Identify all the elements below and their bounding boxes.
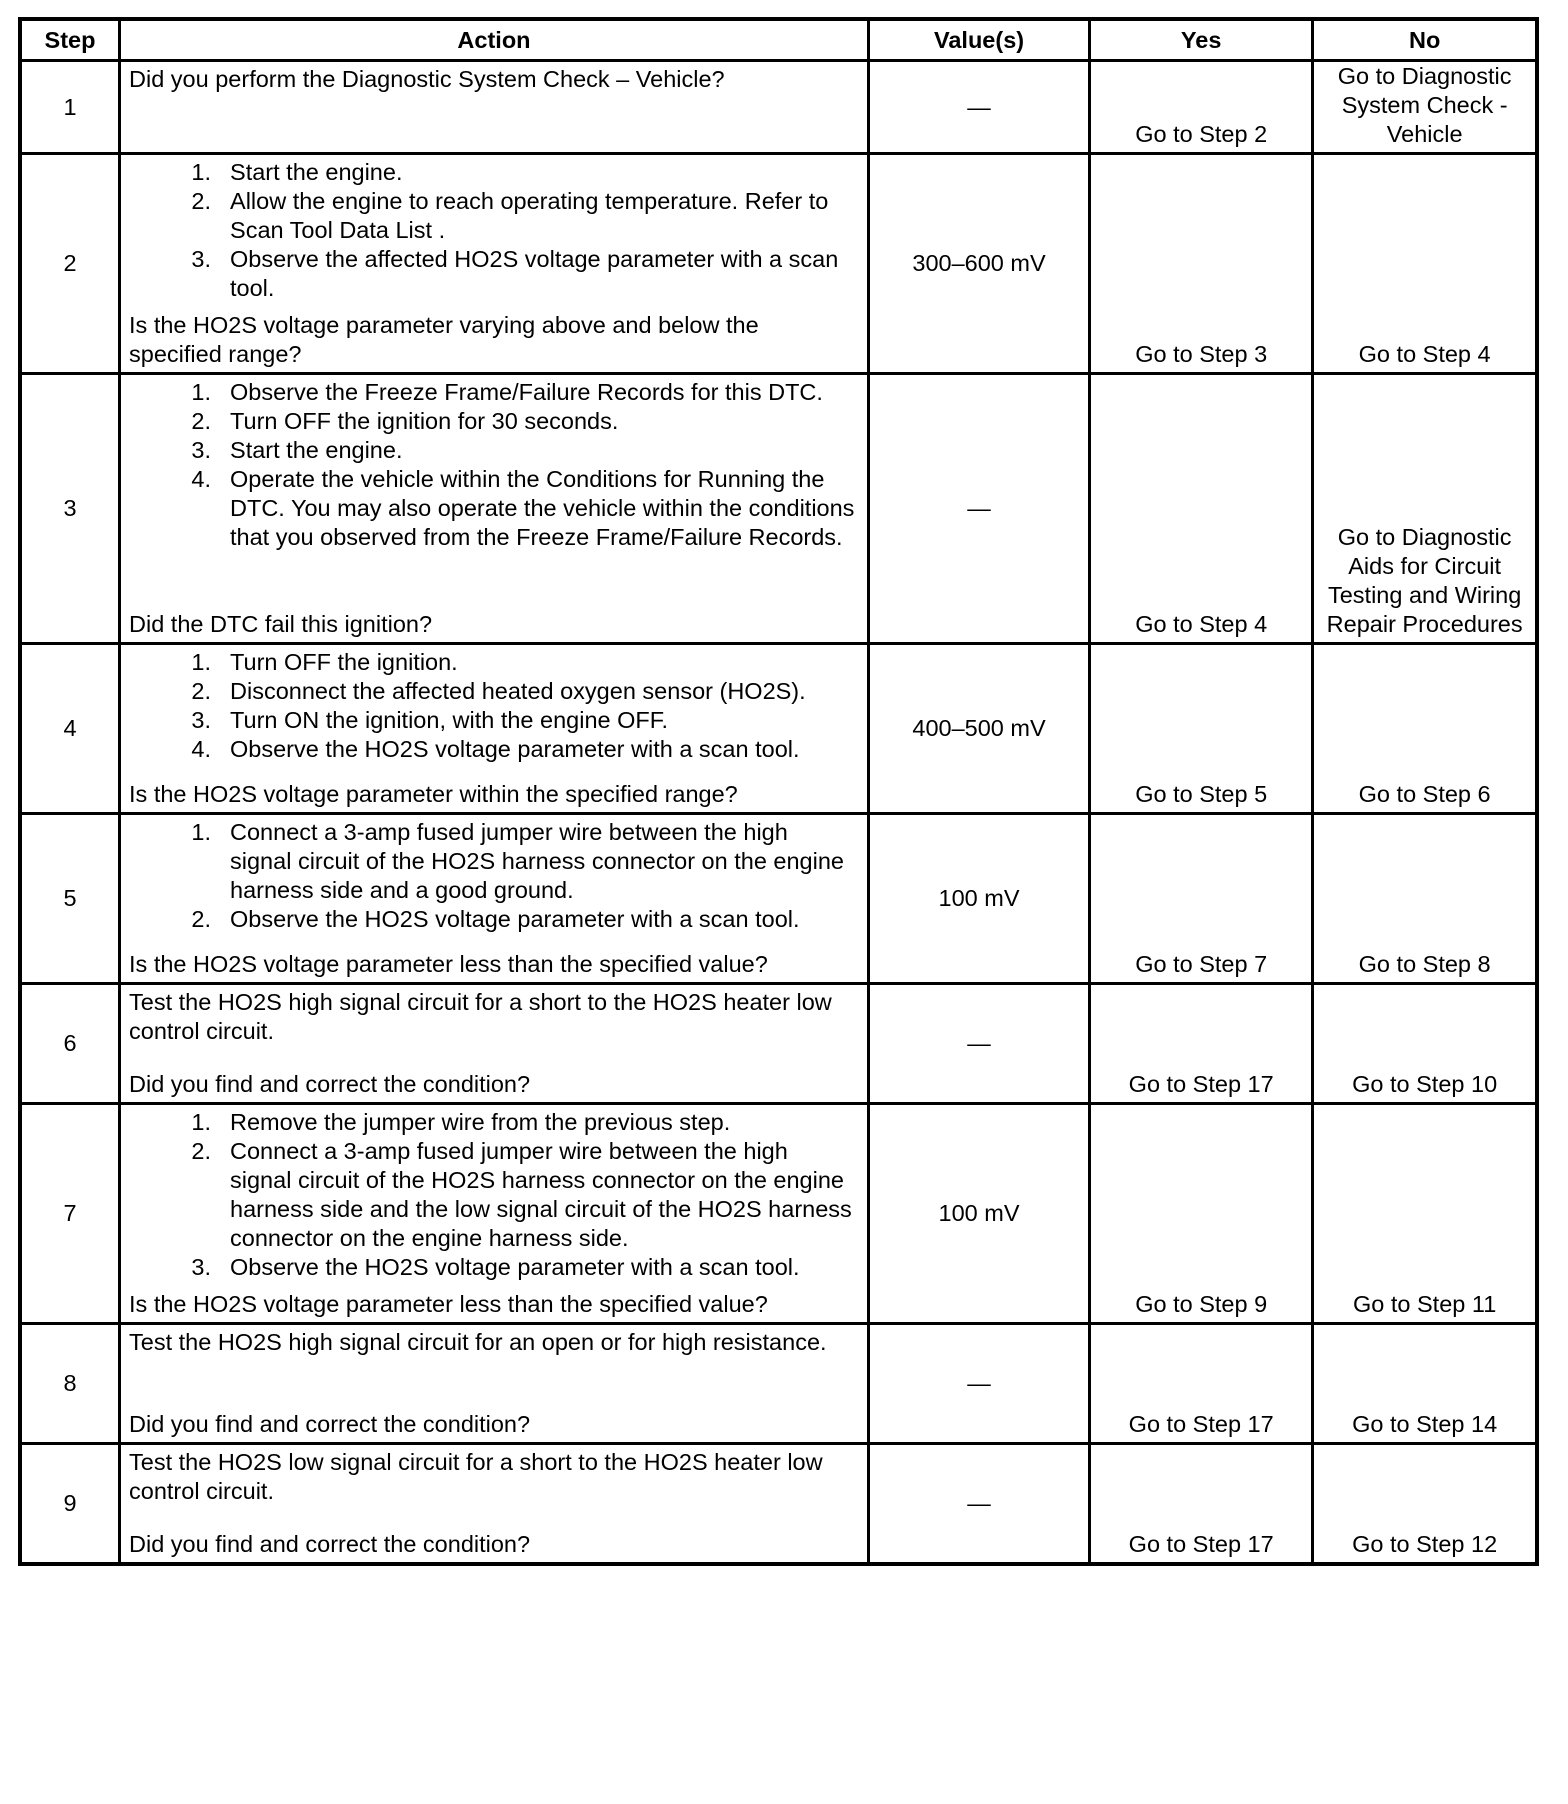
yes-cell: Go to Step 9 — [1090, 1104, 1313, 1324]
action-step-item — [129, 1253, 855, 1282]
step-number: 8 — [20, 1324, 120, 1444]
table-row — [20, 1324, 1537, 1444]
action-cell — [120, 984, 869, 1104]
action-top — [129, 988, 855, 1046]
action-cell — [120, 644, 869, 814]
action-step-number: 2. — [191, 906, 212, 932]
action-step-number: 1. — [191, 379, 212, 405]
action-step-text: Turn OFF the ignition. — [230, 649, 458, 675]
no-cell: Go to Step 6 — [1313, 644, 1537, 814]
action-cell — [120, 61, 869, 154]
header-no: No — [1313, 19, 1537, 61]
action-step-number: 1. — [191, 1109, 212, 1135]
action-content — [121, 1325, 867, 1442]
table-body — [20, 61, 1537, 1565]
value-cell: — — [868, 1324, 1089, 1444]
action-question: Is the HO2S voltage parameter less than the specified value? — [129, 1291, 768, 1317]
yes-cell: Go to Step 7 — [1090, 814, 1313, 984]
no-cell: Go to Step 14 — [1313, 1324, 1537, 1444]
action-step-item — [129, 818, 855, 905]
step-number: 7 — [20, 1104, 120, 1324]
table-row — [20, 644, 1537, 814]
no-cell: Go to Step 8 — [1313, 814, 1537, 984]
no-cell: Go to Diagnostic Aids for Circuit Testing and Wiring Repair Procedures — [1313, 374, 1537, 644]
action-question: Did you find and correct the condition? — [129, 1411, 531, 1437]
diagnostic-table-container — [18, 17, 1539, 1566]
no-cell: Go to Step 4 — [1313, 154, 1537, 374]
action-step-number: 2. — [191, 188, 212, 214]
value-cell: 400–500 mV — [868, 644, 1089, 814]
action-step-text: Observe the HO2S voltage parameter with a scan tool. — [230, 736, 800, 762]
action-steps — [129, 158, 855, 303]
action-step-number: 1. — [191, 159, 212, 185]
header-value: Value(s) — [868, 19, 1089, 61]
value-cell: 100 mV — [868, 1104, 1089, 1324]
action-lead: Test the HO2S low signal circuit for a short to the HO2S heater low control circuit. — [129, 1449, 823, 1504]
action-steps — [129, 378, 855, 552]
action-step-number: 2. — [191, 1138, 212, 1164]
action-content — [121, 985, 867, 1102]
action-step-item — [129, 706, 855, 735]
action-step-text: Turn OFF the ignition for 30 seconds. — [230, 408, 619, 434]
table-row — [20, 1444, 1537, 1565]
value-cell: — — [868, 374, 1089, 644]
step-number: 5 — [20, 814, 120, 984]
action-step-number: 1. — [191, 819, 212, 845]
yes-cell: Go to Step 17 — [1090, 1444, 1313, 1565]
action-question: Is the HO2S voltage parameter varying above and below the specified range? — [129, 312, 759, 367]
action-step-number: 2. — [191, 678, 212, 704]
table-row — [20, 984, 1537, 1104]
action-cell — [120, 1324, 869, 1444]
action-step-text: Turn ON the ignition, with the engine OFF. — [230, 707, 669, 733]
no-cell: Go to Step 11 — [1313, 1104, 1537, 1324]
yes-cell: Go to Step 5 — [1090, 644, 1313, 814]
action-content — [121, 155, 867, 372]
action-step-number: 3. — [191, 707, 212, 733]
action-top — [129, 1448, 855, 1506]
yes-cell: Go to Step 4 — [1090, 374, 1313, 644]
action-step-text: Operate the vehicle within the Conditions for Running the DTC. You may also operate the vehicle within the conditions that you observed from the Freeze Frame/Failure Records. — [230, 466, 855, 550]
action-top — [129, 648, 855, 764]
step-number: 9 — [20, 1444, 120, 1565]
action-step-text: Connect a 3-amp fused jumper wire between the high signal circuit of the HO2S harness connector on the engine harness side and a good ground. — [230, 819, 844, 903]
action-question: Did you find and correct the condition? — [129, 1531, 531, 1557]
action-question: Is the HO2S voltage parameter less than the specified value? — [129, 951, 768, 977]
table-row — [20, 154, 1537, 374]
yes-cell: Go to Step 2 — [1090, 61, 1313, 154]
action-top — [129, 818, 855, 934]
action-step-item — [129, 677, 855, 706]
action-step-item — [129, 648, 855, 677]
yes-cell: Go to Step 3 — [1090, 154, 1313, 374]
action-content — [121, 645, 867, 812]
no-cell: Go to Step 10 — [1313, 984, 1537, 1104]
action-step-number: 3. — [191, 1254, 212, 1280]
action-steps — [129, 818, 855, 934]
action-step-item — [129, 735, 855, 764]
action-step-text: Allow the engine to reach operating temperature. Refer to Scan Tool Data List . — [230, 188, 829, 243]
action-top — [129, 378, 855, 552]
action-top — [129, 65, 855, 94]
step-number: 2 — [20, 154, 120, 374]
action-lead: Test the HO2S high signal circuit for a short to the HO2S heater low control circuit. — [129, 989, 832, 1044]
action-step-number: 4. — [191, 736, 212, 762]
table-row — [20, 814, 1537, 984]
step-number: 3 — [20, 374, 120, 644]
action-step-text: Observe the HO2S voltage parameter with a scan tool. — [230, 906, 800, 932]
action-step-number: 3. — [191, 437, 212, 463]
value-cell: — — [868, 61, 1089, 154]
no-cell: Go to Diagnostic System Check - Vehicle — [1313, 61, 1537, 154]
header-action: Action — [120, 19, 869, 61]
action-step-number: 1. — [191, 649, 212, 675]
action-step-item — [129, 436, 855, 465]
action-cell — [120, 374, 869, 644]
action-step-item — [129, 378, 855, 407]
action-question: Did you find and correct the condition? — [129, 1071, 531, 1097]
value-cell: 100 mV — [868, 814, 1089, 984]
action-step-text: Disconnect the affected heated oxygen sensor (HO2S). — [230, 678, 806, 704]
action-top — [129, 1108, 855, 1282]
action-step-number: 2. — [191, 408, 212, 434]
value-cell: — — [868, 1444, 1089, 1565]
action-step-item — [129, 187, 855, 245]
action-steps — [129, 1108, 855, 1282]
value-cell: — — [868, 984, 1089, 1104]
action-steps — [129, 648, 855, 764]
action-question: Is the HO2S voltage parameter within the specified range? — [129, 781, 738, 807]
table-row — [20, 374, 1537, 644]
action-cell — [120, 1104, 869, 1324]
action-step-number: 4. — [191, 466, 212, 492]
header-row — [20, 19, 1537, 61]
action-content — [121, 1445, 867, 1562]
action-step-text: Observe the Freeze Frame/Failure Records for this DTC. — [230, 379, 823, 405]
action-step-item — [129, 1108, 855, 1137]
action-content — [121, 1105, 867, 1322]
action-step-item — [129, 158, 855, 187]
action-step-text: Connect a 3-amp fused jumper wire between the high signal circuit of the HO2S harness connector on the engine harness side and the low signal circuit of the HO2S harness connector on the engine harness side. — [230, 1138, 852, 1251]
action-step-item — [129, 1137, 855, 1253]
action-top — [129, 158, 855, 303]
action-step-item — [129, 407, 855, 436]
action-top — [129, 1328, 855, 1357]
value-cell: 300–600 mV — [868, 154, 1089, 374]
action-lead: Test the HO2S high signal circuit for an open or for high resistance. — [129, 1329, 827, 1355]
step-number: 6 — [20, 984, 120, 1104]
action-step-text: Start the engine. — [230, 159, 403, 185]
yes-cell: Go to Step 17 — [1090, 984, 1313, 1104]
action-content — [121, 62, 867, 143]
action-lead: Did you perform the Diagnostic System Check – Vehicle? — [129, 66, 725, 92]
action-content — [121, 375, 867, 642]
action-step-item — [129, 465, 855, 552]
action-cell — [120, 154, 869, 374]
action-content — [121, 815, 867, 982]
action-step-text: Remove the jumper wire from the previous step. — [230, 1109, 731, 1135]
diagnostic-table — [18, 17, 1539, 1566]
no-cell: Go to Step 12 — [1313, 1444, 1537, 1565]
action-step-item — [129, 905, 855, 934]
action-step-text: Start the engine. — [230, 437, 403, 463]
header-yes: Yes — [1090, 19, 1313, 61]
table-row — [20, 1104, 1537, 1324]
table-row — [20, 61, 1537, 154]
header-step: Step — [20, 19, 120, 61]
action-step-number: 3. — [191, 246, 212, 272]
step-number: 1 — [20, 61, 120, 154]
action-step-text: Observe the HO2S voltage parameter with a scan tool. — [230, 1254, 800, 1280]
action-step-item — [129, 245, 855, 303]
step-number: 4 — [20, 644, 120, 814]
action-step-text: Observe the affected HO2S voltage parameter with a scan tool. — [230, 246, 839, 301]
action-question: Did the DTC fail this ignition? — [129, 611, 433, 637]
action-cell — [120, 814, 869, 984]
yes-cell: Go to Step 17 — [1090, 1324, 1313, 1444]
action-cell — [120, 1444, 869, 1565]
